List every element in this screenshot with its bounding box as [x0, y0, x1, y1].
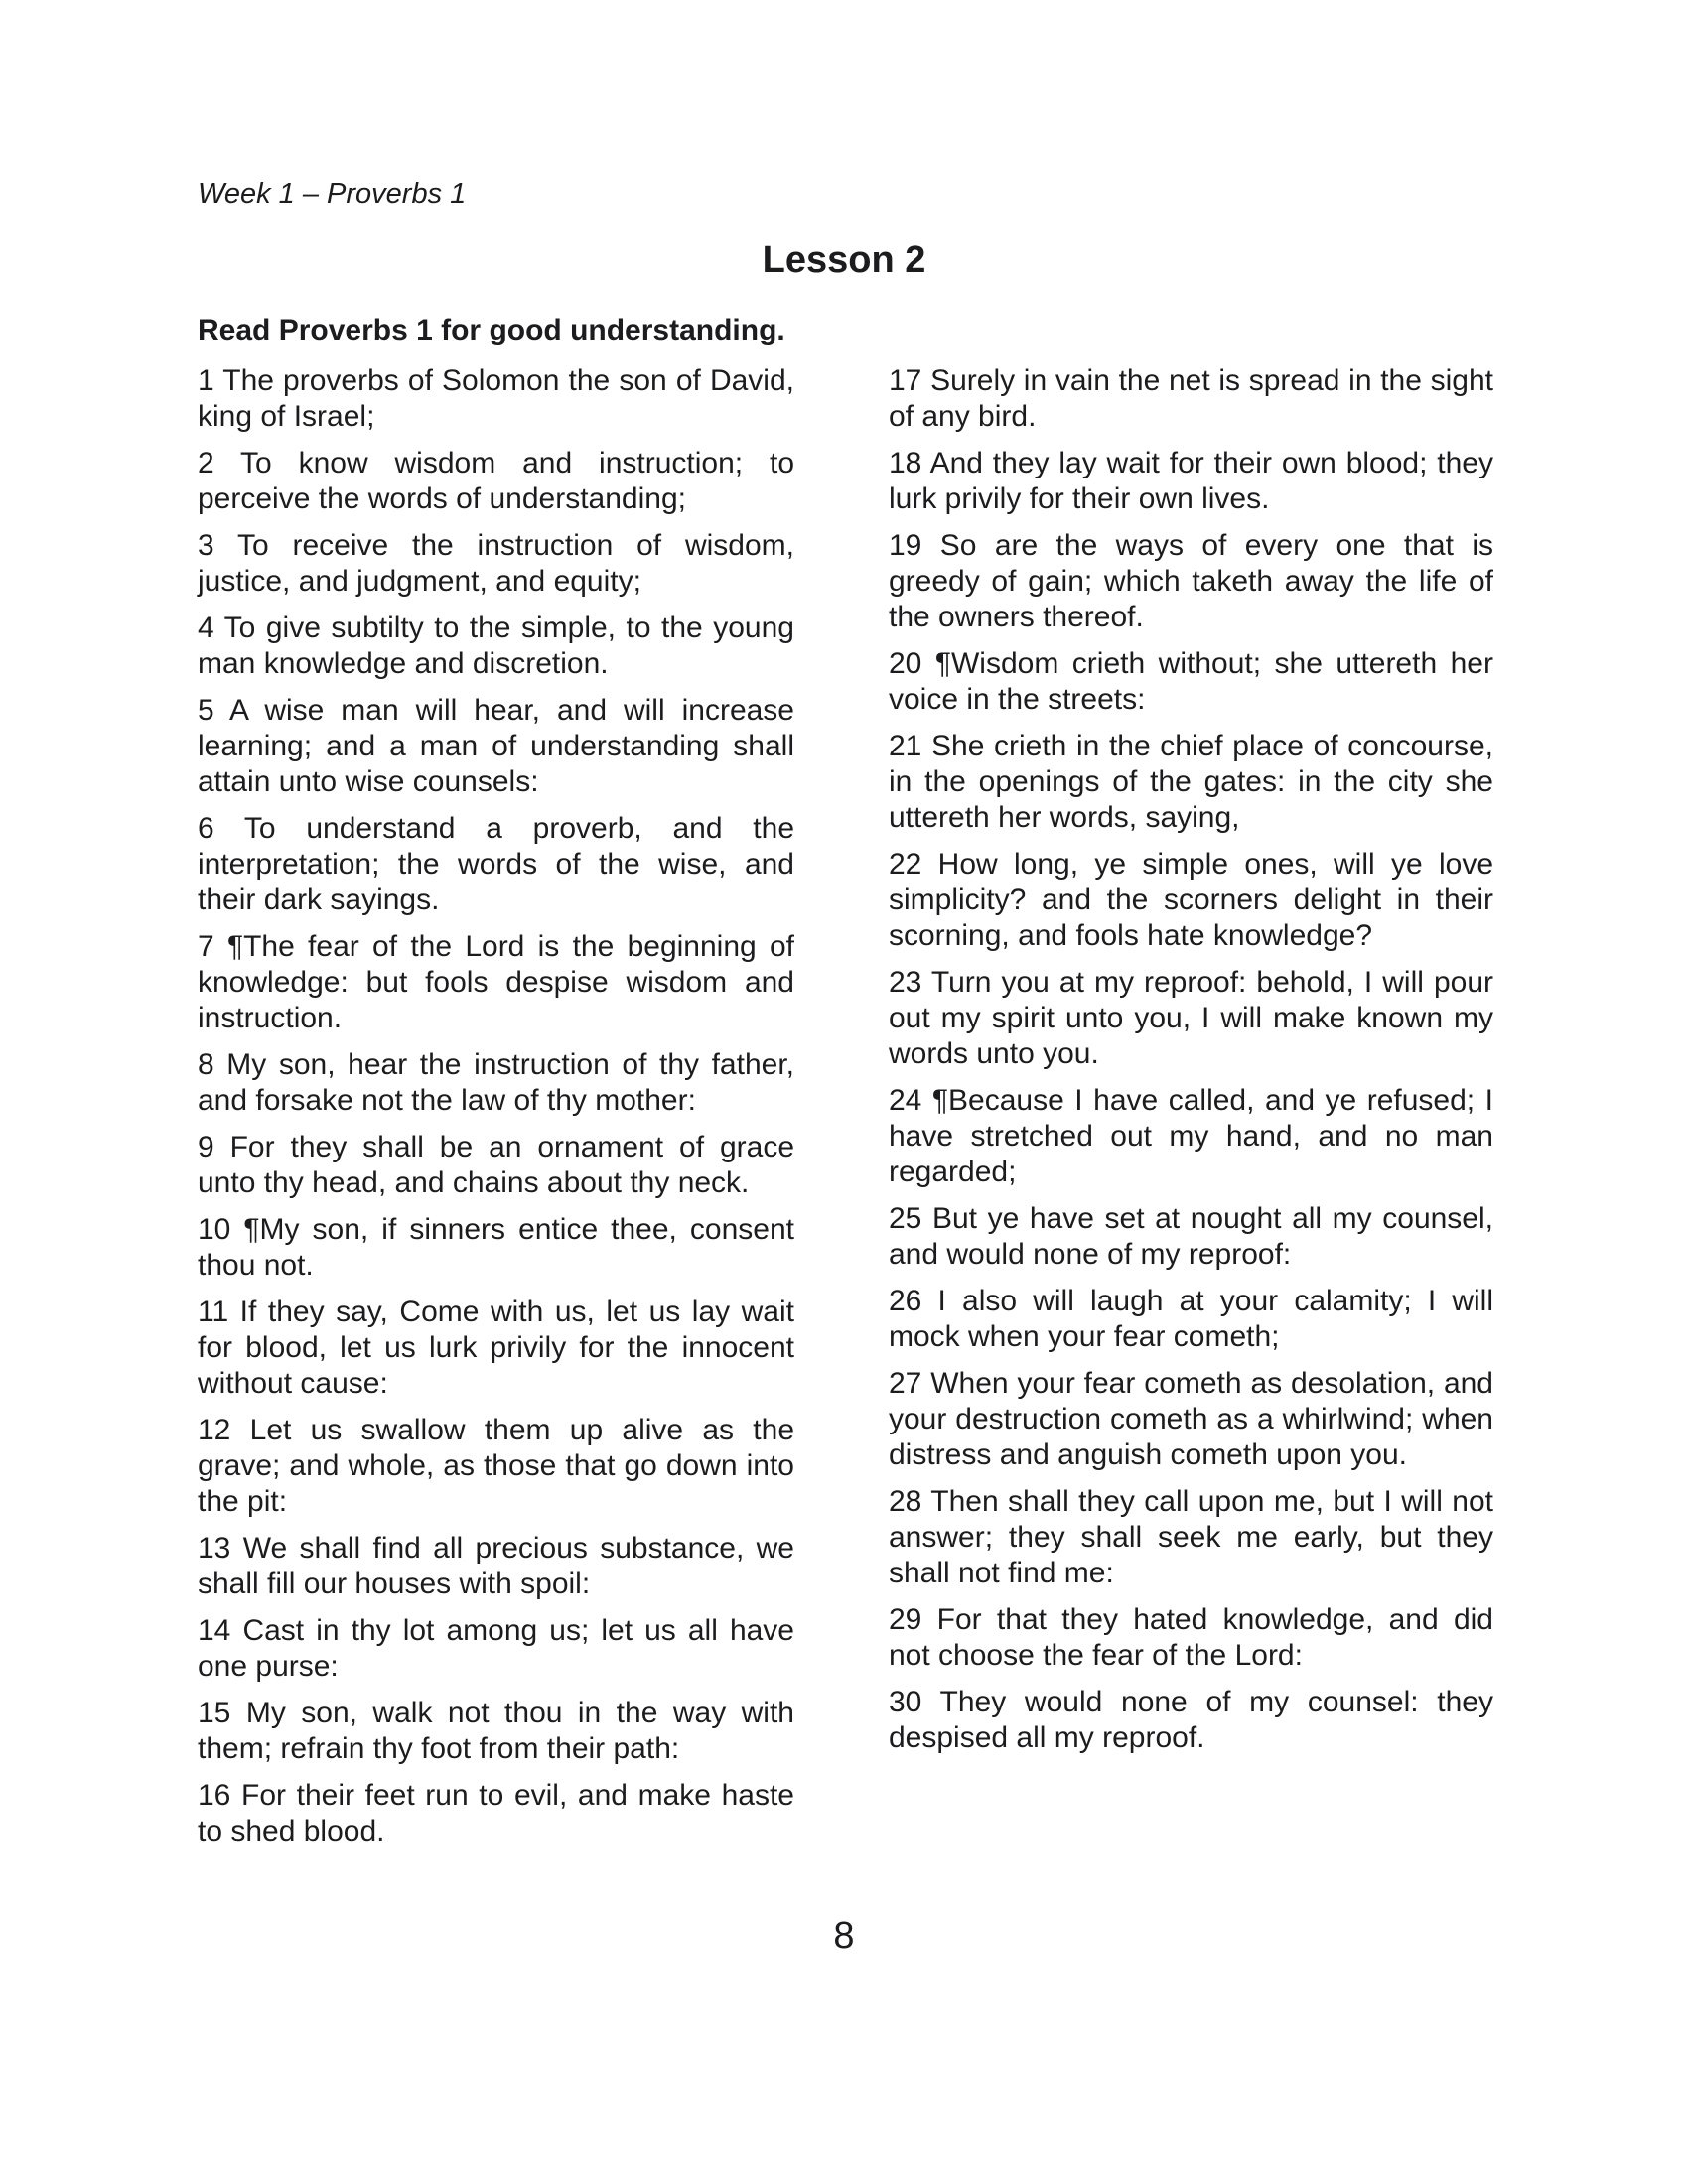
verse-number: 22 — [889, 848, 922, 881]
verse-10: 10 ¶My son, if sinners entice thee, consent thou not. — [198, 1213, 794, 1282]
verse-number: 5 — [198, 694, 214, 727]
verse-number: 21 — [889, 730, 922, 762]
running-head: Week 1 – Proverbs 1 — [198, 178, 467, 209]
verse-22: 22 How long, ye simple ones, will ye love simplicity? and the scorners delight in their scorning, and fools hate knowledge? — [889, 848, 1493, 952]
verse-number: 10 — [198, 1213, 231, 1246]
verse-number: 17 — [889, 364, 922, 397]
verse-number: 29 — [889, 1603, 922, 1636]
verse-number: 15 — [198, 1697, 231, 1729]
page-number: 8 — [833, 1915, 855, 1957]
verse-number: 16 — [198, 1779, 231, 1812]
verse-number: 2 — [198, 447, 214, 479]
verse-25: 25 But ye have set at nought all my counsel, and would none of my reproof: — [889, 1202, 1493, 1271]
verse-number: 28 — [889, 1485, 922, 1518]
verse-28: 28 Then shall they call upon me, but I will not answer; they shall seek me early, but they shall not find me: — [889, 1485, 1493, 1589]
verse-6: 6 To understand a proverb, and the interpretation; the words of the wise, and their dark sayings. — [198, 812, 794, 916]
verse-number: 24 — [889, 1084, 922, 1117]
verse-number: 6 — [198, 812, 214, 845]
verse-column-left — [198, 363, 794, 1849]
verse-number: 14 — [198, 1614, 231, 1647]
verse-26: 26 I also will laugh at your calamity; I will mock when your fear cometh; — [889, 1285, 1493, 1353]
verse-columns — [198, 363, 1493, 1849]
verse-23: 23 Turn you at my reproof: behold, I will pour out my spirit unto you, I will make known my words unto you. — [889, 966, 1493, 1070]
verse-13: 13 We shall find all precious substance, we shall fill our houses with spoil: — [198, 1532, 794, 1600]
verse-11: 11 If they say, Come with us, let us lay wait for blood, let us lurk privily for the innocent without cause: — [198, 1296, 794, 1400]
verse-27: 27 When your fear cometh as desolation, and your destruction cometh as a whirlwind; when distress and anguish cometh upon you. — [889, 1367, 1493, 1471]
verse-29: 29 For that they hated knowledge, and did not choose the fear of the Lord: — [889, 1603, 1493, 1672]
page-title: Lesson 2 — [762, 239, 926, 281]
verse-9: 9 For they shall be an ornament of grace unto thy head, and chains about thy neck. — [198, 1131, 794, 1199]
verse-number: 9 — [198, 1131, 214, 1163]
verse-16: 16 For their feet run to evil, and make haste to shed blood. — [198, 1779, 794, 1847]
verse-12: 12 Let us swallow them up alive as the grave; and whole, as those that go down into the pit: — [198, 1414, 794, 1518]
verse-15: 15 My son, walk not thou in the way with them; refrain thy foot from their path: — [198, 1697, 794, 1765]
verse-number: 13 — [198, 1532, 231, 1565]
verse-number: 8 — [198, 1048, 214, 1081]
verse-number: 3 — [198, 529, 214, 562]
verse-2: 2 To know wisdom and instruction; to perceive the words of understanding; — [198, 447, 794, 515]
verse-number: 30 — [889, 1686, 922, 1718]
section-heading: Read Proverbs 1 for good understanding. — [198, 314, 785, 346]
verse-number: 19 — [889, 529, 922, 562]
verse-number: 20 — [889, 647, 922, 680]
verse-number: 12 — [198, 1414, 231, 1446]
verse-8: 8 My son, hear the instruction of thy father, and forsake not the law of thy mother: — [198, 1048, 794, 1117]
verse-1: 1 The proverbs of Solomon the son of David, king of Israel; — [198, 364, 794, 433]
verse-17: 17 Surely in vain the net is spread in the sight of any bird. — [889, 364, 1493, 433]
verse-number: 7 — [198, 930, 214, 963]
verse-7: 7 ¶The fear of the Lord is the beginning of knowledge: but fools despise wisdom and instruction. — [198, 930, 794, 1034]
verse-number: 1 — [198, 364, 214, 397]
verse-5: 5 A wise man will hear, and will increase learning; and a man of understanding shall attain unto wise counsels: — [198, 694, 794, 798]
verse-number: 11 — [198, 1296, 229, 1328]
verse-number: 23 — [889, 966, 922, 999]
verse-30: 30 They would none of my counsel: they despised all my reproof. — [889, 1686, 1493, 1754]
verse-number: 26 — [889, 1285, 922, 1317]
verse-19: 19 So are the ways of every one that is greedy of gain; which taketh away the life of the owners thereof. — [889, 529, 1493, 633]
verse-column-right — [889, 363, 1493, 1849]
verse-3: 3 To receive the instruction of wisdom, justice, and judgment, and equity; — [198, 529, 794, 598]
verse-number: 27 — [889, 1367, 922, 1400]
verse-24: 24 ¶Because I have called, and ye refused; I have stretched out my hand, and no man regarded; — [889, 1084, 1493, 1188]
verse-number: 4 — [198, 612, 214, 644]
verse-number: 18 — [889, 447, 922, 479]
verse-21: 21 She crieth in the chief place of concourse, in the openings of the gates: in the city she uttereth her words, saying, — [889, 730, 1493, 834]
verse-number: 25 — [889, 1202, 922, 1235]
verse-18: 18 And they lay wait for their own blood; they lurk privily for their own lives. — [889, 447, 1493, 515]
verse-4: 4 To give subtilty to the simple, to the young man knowledge and discretion. — [198, 612, 794, 680]
verse-20: 20 ¶Wisdom crieth without; she uttereth her voice in the streets: — [889, 647, 1493, 716]
verse-14: 14 Cast in thy lot among us; let us all have one purse: — [198, 1614, 794, 1683]
